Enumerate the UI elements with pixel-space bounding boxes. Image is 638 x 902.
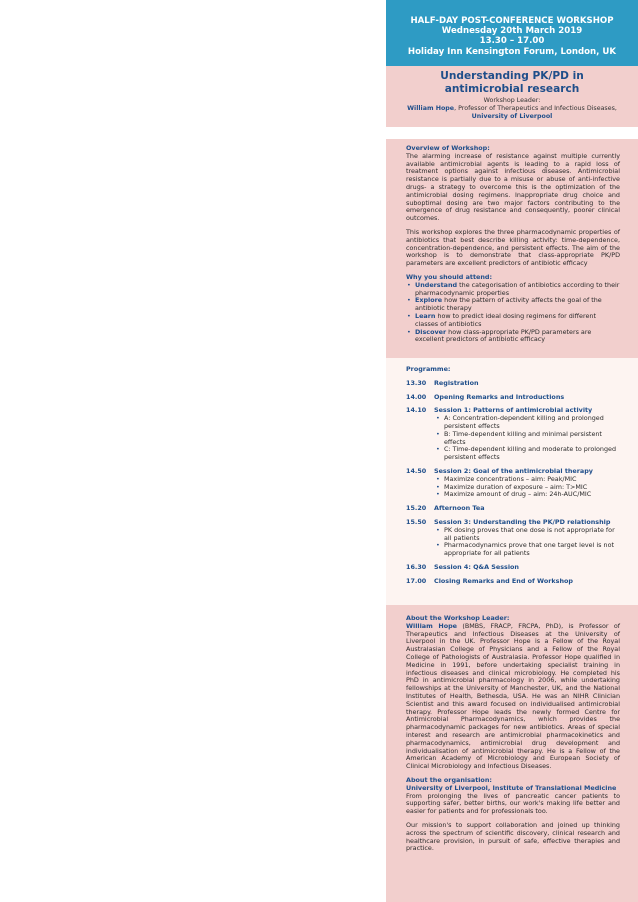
programme-item xyxy=(406,578,620,586)
header-line-1: HALF-DAY POST-CONFERENCE WORKSHOP xyxy=(410,16,614,26)
session-sub-list xyxy=(434,415,620,462)
session-sub-item: • Maximize duration of exposure – aim: T>MIC xyxy=(436,484,620,492)
about-leader-name: William Hope xyxy=(406,621,457,630)
programme-time: 14.10 xyxy=(406,406,427,415)
title-line-1: Understanding PK/PD in xyxy=(440,70,584,82)
workshop-leader xyxy=(394,97,630,121)
title-line-2: antimicrobial research xyxy=(444,82,580,95)
programme-time: 16.30 xyxy=(406,562,427,571)
why-attend-item xyxy=(406,282,620,298)
header-line-4: Holiday Inn Kensington Forum, London, UK xyxy=(407,46,617,57)
bullet-keyword: Explore xyxy=(415,296,443,305)
programme-label: Registration xyxy=(434,378,479,387)
overview-section xyxy=(386,139,638,358)
bullet-text: how the pattern of activity affects the goal of the antibiotic therapy xyxy=(415,296,602,313)
programme-label: Session 1: Patterns of antimicrobial activity xyxy=(434,406,593,415)
session-sub-item: • PK dosing proves that one dose is not appropriate for all patients xyxy=(436,527,620,543)
why-attend-item xyxy=(406,329,620,345)
programme-label: Closing Remarks and End of Workshop xyxy=(434,576,573,585)
why-attend-heading: Why you should attend: xyxy=(406,272,493,281)
session-sub-item: • Pharmacodynamics prove that one target level is not appropriate for all patients xyxy=(436,542,620,558)
overview-heading: Overview of Workshop: xyxy=(406,144,490,152)
spacer xyxy=(386,127,638,139)
bullet-text: the categorisation of antibiotics according to their pharmacodynamic properties xyxy=(415,280,620,297)
programme-time: 15.50 xyxy=(406,517,427,526)
programme-heading: Programme: xyxy=(406,365,451,373)
leader-role: , Professor of Therapeutics and Infectious Diseases, xyxy=(454,105,617,113)
programme-label: Session 3: Understanding the PK/PD relationship xyxy=(434,517,611,526)
programme-item xyxy=(406,519,620,558)
leader-org: University of Liverpool xyxy=(471,113,553,121)
programme-time: 15.20 xyxy=(406,504,427,513)
why-attend-item xyxy=(406,313,620,329)
overview-para-1: The alarming increase of resistance against multiple currently available antimicrobial agents is leading to a rapid loss of treatment options against infectious diseases. Antimicrobial resistance is partially due to a misuse or abuse of anti-infective drugs- a strategy to overcome this is the optimization of the antimicrobial dosing regimens. Inappropriate drug choice and suboptimal dosing are two major factors contributing to the emergence of drug resistance and consequently, poorer clinical outcomes. xyxy=(406,151,620,223)
programme-time: 14.00 xyxy=(406,392,427,401)
programme-section xyxy=(386,358,638,605)
programme-time: 17.00 xyxy=(406,576,427,585)
header-line-3: 13.30 – 17.00 xyxy=(479,36,545,47)
session-sub-item: • Maximize concentrations – aim: Peak/MIC xyxy=(436,476,620,484)
session-sub-list xyxy=(434,476,620,499)
bullet-keyword: Understand xyxy=(415,280,458,289)
about-org-name: University of Liverpool, Institute of Translational Medicine xyxy=(406,783,617,792)
programme-time: 13.30 xyxy=(406,378,427,387)
about-leader-bio xyxy=(406,623,620,771)
why-attend-item xyxy=(406,297,620,313)
event-header xyxy=(386,0,638,66)
workshop-title xyxy=(394,70,630,95)
programme-time: 14.50 xyxy=(406,466,427,475)
leader-label: Workshop Leader: xyxy=(483,97,541,105)
about-leader-heading: About the Workshop Leader: xyxy=(406,614,510,622)
bullet-keyword: Learn xyxy=(415,311,436,320)
bullet-text: how to predict ideal dosing regimens for different classes of antibiotics xyxy=(415,311,596,328)
workshop-title-box xyxy=(386,66,638,127)
about-section xyxy=(386,605,638,902)
programme-item xyxy=(406,394,620,402)
session-sub-list xyxy=(434,527,620,558)
about-leader-text: (BMBS, FRACP, FRCPA, PhD), is Professor of Therapeutics and Infectious Diseases at the University of Liverpool in the UK. Professor Hope is a Fellow of the Royal Australasian College of Physicians and a Fellow of the Royal College of Pathologists of Australasia. Professor Hope qualified in Medicine in 1991, before undertaking specialist training in infectious diseases and clinical microbiology. He completed his PhD in antimicrobial pharmacology in 2006, while undertaking fellowships at the University of Manchester, UK, and the National Institutes of Health, Bethesda, USA. He was an NIHR Clinician Scientist and this award focused on individualised antimicrobial therapy. Professor Hope leads the newly formed Centre for Antimicrobial Pharmacodynamics, which provides the pharmacodynamic packages for new antibiotics. Areas of special interest and research are antimicrobial pharmacokinetics and pharmacodynamics, antimicrobial drug development and individualisation of antimicrobial therapy. He is a Fellow of the American Academy of Microbiology and European Society of Clinical Microbiology and Infectious Diseases. xyxy=(406,621,621,771)
header-line-2: Wednesday 20th March 2019 xyxy=(441,26,583,37)
bullet-keyword: Discover xyxy=(415,327,447,336)
brochure-column xyxy=(386,0,638,902)
session-sub-item: • A: Concentration-dependent killing and prolonged persistent effects xyxy=(436,415,620,431)
programme-label: Session 2: Goal of the antimicrobial therapy xyxy=(434,466,593,475)
about-org-para-2: Our mission's to support collaboration and joined up thinking across the spectrum of scientific discovery, clinical research and healthcare provision, in pursuit of safe, effective therapies and practice. xyxy=(406,820,620,853)
bullet-text: how class-appropriate PK/PD parameters are excellent predictors of antibiotic efficacy xyxy=(415,327,592,344)
programme-label: Opening Remarks and Introductions xyxy=(434,392,565,401)
session-sub-item: • Maximize amount of drug – aim: 24h-AUC/MIC xyxy=(436,491,620,499)
programme-item xyxy=(406,407,620,462)
programme-label: Afternoon Tea xyxy=(434,504,485,513)
overview-para-2: This workshop explores the three pharmacodynamic properties of antibiotics that best describe killing activity: time-dependence, concentration-dependence, and persistent effects. The aim of the workshop is to demonstrate that class-appropriate PK/PD parameters are excellent predictors of antibiotic efficacy xyxy=(406,227,620,268)
why-attend-list xyxy=(406,282,620,344)
session-sub-item: • B: Time-dependent killing and minimal persistent effects xyxy=(436,431,620,447)
leader-name: William Hope xyxy=(407,105,455,113)
about-org-heading: About the organisation: xyxy=(406,775,492,784)
programme-item xyxy=(406,468,620,499)
programme-label: Session 4: Q&A Session xyxy=(434,562,519,571)
session-sub-item: • C: Time-dependent killing and moderate to prolonged persistent effects xyxy=(436,446,620,462)
programme-item xyxy=(406,380,620,388)
programme-item xyxy=(406,564,620,572)
about-org-para-1: From prolonging the lives of pancreatic cancer patients to supporting safer, better births, our work's making life better and easier for patients and for professionals too. xyxy=(406,791,620,816)
programme-item xyxy=(406,505,620,513)
